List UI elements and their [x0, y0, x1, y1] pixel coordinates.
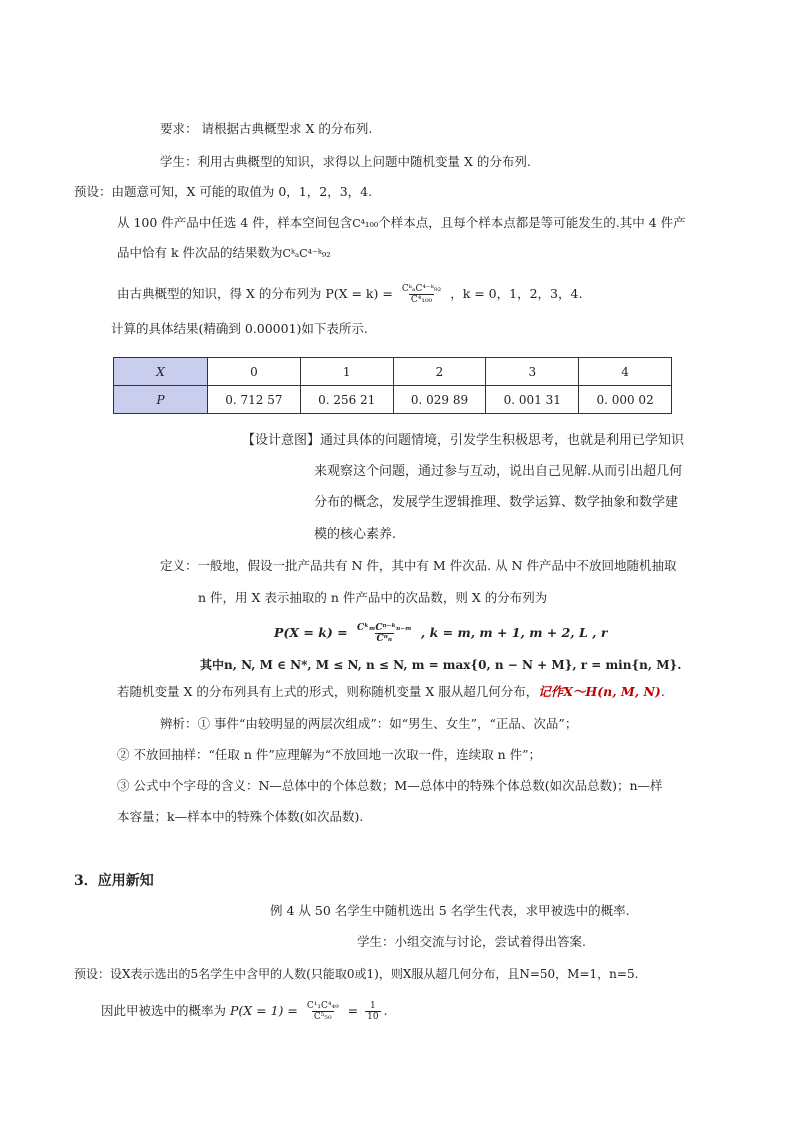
definition-line-2: n 件，用 X 表示抽取的 n 件产品中的次品数，则 X 的分布列为 [198, 590, 548, 605]
table-row [114, 358, 672, 386]
table-cell: 0 [208, 358, 301, 386]
formula-rhs: , k = m, m + 1, m + 2, L , r [420, 625, 608, 640]
table-row [114, 386, 672, 414]
text-segment: 品中恰有 k 件次品的结果数为 [117, 245, 283, 260]
note-line-4: 本容量；k—样本中的特殊个体数(如次品数). [117, 809, 364, 824]
preset-line-2: 预设：设X表示选出的5名学生中含甲的人数(只能取0或1)，则X服从超几何分布，且N=50，M=1，n=5. [74, 967, 639, 981]
student-answer-line: 学生：利用古典概型的知识，求得以上问题中随机变量 X 的分布列. [160, 154, 531, 169]
text-segment: 因此甲被选中的概率为 [101, 1003, 227, 1018]
fraction-denominator: C⁴₁₀₀ [410, 295, 433, 305]
text-segment: 若随机变量 X 的分布列具有上式的形式，则称随机变量 X 服从超几何分布， [117, 684, 539, 699]
requirement-line: 要求： 请根据古典概型求 X 的分布列. [160, 121, 373, 136]
table-cell: 0. 029 89 [393, 386, 486, 414]
formula-conditions: 其中n, N, M ∈ N*, M ≤ N, n ≤ N, m = max{0, n − N + M}, r = min{n, M}. [200, 658, 682, 672]
fraction-numerator: CᵏₐC⁴⁻ᵏ₉₂ [401, 284, 442, 294]
combination-expression: CᵏₐC⁴⁻ᵏ₉₂ [282, 247, 331, 260]
student-discussion-line: 学生：小组交流与讨论，尝试着得出答案. [357, 934, 586, 949]
table-cell: 2 [393, 358, 486, 386]
table-cell: 3 [486, 358, 579, 386]
row-label-p: P [114, 386, 208, 414]
row-label-x: X [114, 358, 208, 386]
section-heading: 3．应用新知 [74, 873, 154, 889]
hypergeometric-notation: 记作X～H(n, M, N) [538, 684, 661, 699]
sample-space-paragraph-line-2 [117, 244, 331, 263]
distribution-formula-line [117, 284, 582, 305]
design-intent-line-4: 模的核心素养. [314, 527, 397, 542]
fraction-numerator: 1 [370, 1001, 376, 1011]
final-probability-line [101, 999, 388, 1023]
probability-fraction [400, 284, 443, 305]
fraction-numerator: C¹₁C⁴₄₉ [306, 1001, 339, 1011]
note-line-2: ② 不放回抽样：“任取 n 件”应理解为“不放回地一次取一件，连续取 n 件”； [117, 747, 542, 762]
example-line: 例 4 从 50 名学生中随机选出 5 名学生代表，求甲被选中的概率. [270, 903, 630, 918]
definition-line-1: 定义：一般地，假设一批产品共有 N 件，其中有 M 件次品. 从 N 件产品中不放回地随机抽取 [160, 558, 677, 573]
table-cell: 0. 001 31 [486, 386, 579, 414]
text-segment: 由古典概型的知识，得 X 的分布列为 P(X = k) = [117, 286, 393, 301]
preset-line: 预设：由题意可知，X 可能的取值为 0，1，2，3，4. [74, 184, 373, 199]
hypergeometric-definition-line [117, 683, 665, 701]
formula-fraction [355, 623, 414, 644]
design-intent-line-1: 【设计意图】通过具体的问题情境，引发学生积极思考，也就是利用已学知识 [242, 433, 685, 448]
formula-lhs: P(X = k) = [274, 625, 348, 640]
fraction-denominator: 10 [367, 1012, 379, 1022]
text-segment: 从 100 件产品中任选 4 件，样本空间包含 [117, 215, 353, 230]
note-line-3: ③ 公式中个字母的含义：N—总体中的个体总数；M—总体中的特殊个体总数(如次品总数)；n—样 [117, 778, 663, 793]
probability-fraction [305, 1001, 341, 1022]
table-intro-line: 计算的具体结果(精确到 0.00001)如下表所示. [111, 321, 368, 336]
probability-lhs: P(X = 1) = [230, 1003, 298, 1018]
sample-space-paragraph-line-1 [117, 214, 686, 233]
design-intent-line-2: 来观察这个问题，通过参与互动，说出自己见解.从而引出超几何 [314, 464, 683, 479]
table-cell: 0. 000 02 [579, 386, 672, 414]
fraction-denominator: Cⁿₙ [376, 634, 392, 644]
result-fraction [365, 1001, 380, 1022]
text-segment: . [660, 684, 665, 699]
fraction-denominator: C⁵₅₀ [313, 1012, 332, 1022]
fraction-numerator: CᵏₘCⁿ⁻ᵏₙ₋ₘ [356, 623, 412, 633]
distribution-table [113, 357, 672, 414]
text-segment: . [383, 1003, 388, 1018]
table-cell: 1 [300, 358, 393, 386]
text-segment: ，k = 0，1，2，3，4. [450, 286, 583, 301]
table-cell: 0. 712 57 [208, 386, 301, 414]
text-segment: 个样本点，且每个样本点都是等可能发生的.其中 4 件产 [378, 215, 686, 230]
hypergeometric-formula [274, 621, 607, 645]
combination-expression: C⁴₁₀₀ [352, 217, 379, 230]
note-line-1: 辨析：① 事件“由较明显的两层次组成”：如“男生、女生”，“正品、次品”； [160, 716, 578, 731]
design-intent-line-3: 分布的概念，发展学生逻辑推理、数学运算、数学抽象和数学建 [314, 495, 679, 510]
equals-sign: = [347, 1003, 359, 1018]
table-cell: 4 [579, 358, 672, 386]
table-cell: 0. 256 21 [300, 386, 393, 414]
